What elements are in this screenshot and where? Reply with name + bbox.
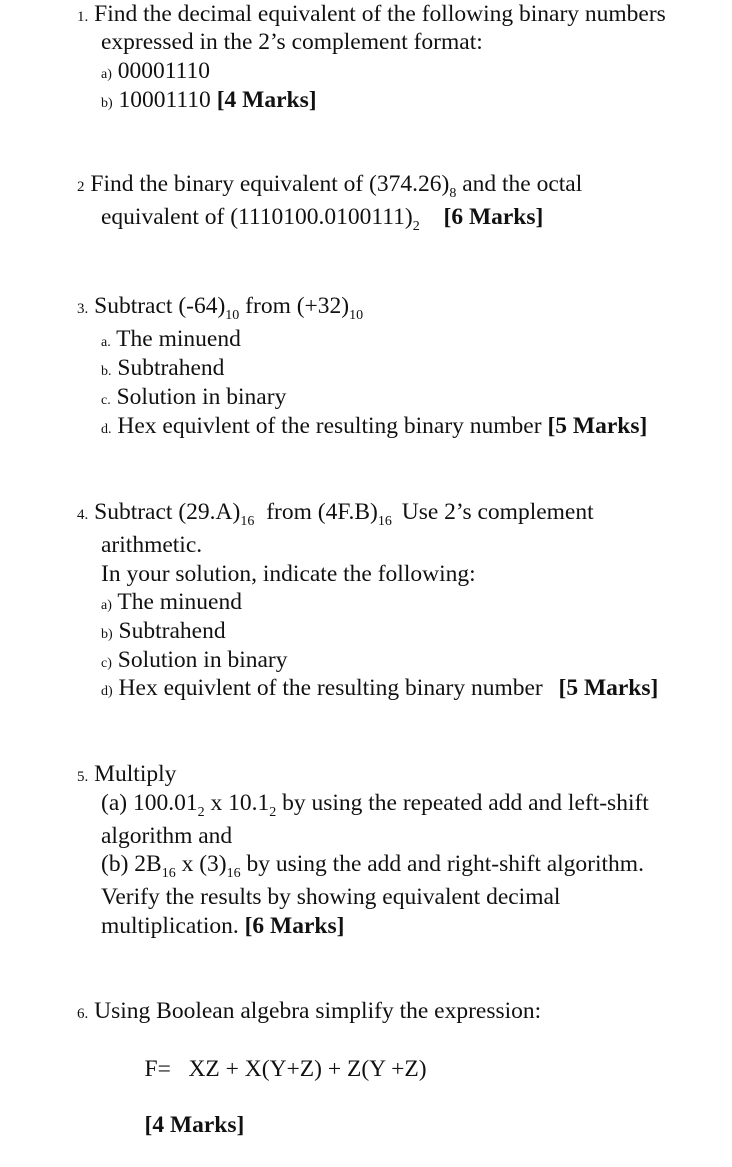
q1-item-a (101, 57, 210, 89)
q4-text-1c: Use 2’s complement (401, 499, 594, 525)
q5-subscript-2: 2 (269, 805, 277, 820)
q5-line-1 (77, 760, 176, 791)
q1-marks: [4 Marks] (216, 87, 317, 113)
q6-text-1: Using Boolean algebra simplify the expression: (94, 998, 542, 1024)
q4-line-3: In your solution, indicate the following: (101, 561, 476, 587)
q4-item-d-label: d) (101, 684, 113, 699)
q3-item-c-text: Solution in binary (116, 384, 287, 410)
q1-item-a-text: 00001110 (117, 58, 211, 84)
q4-line-1 (77, 498, 594, 530)
q4-line-2: arithmetic. (101, 532, 203, 558)
q4-subscript-1: 16 (240, 514, 255, 529)
q3-item-c-label: c. (101, 393, 111, 408)
q2-line-1 (77, 170, 582, 202)
q5-line-5: Verify the results by showing equivalent decimal (101, 884, 561, 910)
q4-item-d (101, 674, 658, 706)
q5-number: 5. (77, 769, 89, 785)
q5-line-6 (101, 912, 344, 940)
q5-text-4c: by using the add and right-shift algorithm. (240, 851, 644, 877)
q3-item-d-text: Hex equivlent of the resulting binary number (117, 413, 542, 439)
q6-marks: [4 Marks] (144, 1112, 245, 1138)
q4-item-b (101, 617, 226, 649)
q6-line-1 (77, 997, 541, 1028)
q5-subscript-4: 16 (226, 866, 241, 881)
q2-text-1b: and the octal (456, 171, 583, 197)
q3-item-a-label: a. (101, 335, 111, 350)
q2-text-1: Find the binary equivalent of (374.26) (90, 171, 450, 197)
q6-line-2 (121, 1027, 427, 1167)
q3-item-a-text: The minuend (116, 326, 241, 352)
q1-item-b (101, 86, 317, 118)
q2-number: 2 (77, 179, 85, 195)
q3-text-1b: from (+32) (239, 293, 350, 319)
q5-text-1: Multiply (94, 761, 177, 787)
q3-item-d-label: d. (101, 422, 112, 437)
q5-text-6: multiplication. (101, 913, 239, 939)
q1-line-1 (77, 0, 666, 31)
q4-item-c-text: Solution in binary (117, 647, 288, 673)
q3-item-b-text: Subtrahend (117, 355, 225, 381)
q1-number: 1. (77, 9, 89, 25)
q5-text-4b: x (3) (175, 851, 227, 877)
q3-subscript-2: 10 (349, 308, 364, 323)
q4-item-a (101, 588, 242, 620)
q3-item-b (101, 354, 224, 386)
q6-number: 6. (77, 1006, 89, 1022)
q4-text-1a: Subtract (29.A) (94, 499, 241, 525)
q1-text-1: Find the decimal equivalent of the following binary numbers (94, 1, 666, 27)
q4-number: 4. (77, 507, 89, 523)
q2-subscript-1: 8 (449, 186, 457, 201)
q5-text-2b: x 10.1 (204, 790, 270, 816)
q4-item-b-label: b) (101, 627, 113, 642)
q3-text-1a: Subtract (-64) (94, 293, 226, 319)
q4-item-a-text: The minuend (117, 589, 242, 615)
q2-line-2 (101, 203, 543, 235)
q4-item-b-text: Subtrahend (118, 618, 226, 644)
q5-marks: [6 Marks] (244, 913, 345, 939)
q3-item-d (101, 412, 647, 444)
q1-line-2: expressed in the 2’s complement format: (101, 29, 483, 55)
q2-marks: [6 Marks] (443, 204, 544, 230)
q5-line-4 (101, 850, 644, 882)
q2-text-2: equivalent of (1110100.0100111) (101, 204, 413, 230)
q3-subscript-1: 10 (225, 308, 240, 323)
q3-marks: [5 Marks] (547, 413, 648, 439)
q4-item-c-label: c) (101, 656, 112, 671)
q4-text-1b: from (4F.B) (266, 499, 378, 525)
q1-item-a-label: a) (101, 67, 112, 82)
q5-subscript-3: 16 (161, 866, 176, 881)
q4-item-a-label: a) (101, 598, 112, 613)
q1-item-b-label: b) (101, 96, 113, 111)
q5-line-2 (101, 789, 649, 821)
q4-marks: [5 Marks] (558, 675, 659, 701)
q5-line-3: algorithm and (101, 823, 233, 849)
q5-subscript-1: 2 (197, 805, 205, 820)
q5-text-2c: by using the repeated add and left-shift (276, 790, 649, 816)
q4-subscript-2: 16 (377, 514, 392, 529)
q1-item-b-text: 10001110 (118, 87, 211, 113)
q5-text-4a: (b) 2B (101, 851, 162, 877)
q2-subscript-2: 2 (412, 219, 420, 234)
q3-number: 3. (77, 301, 89, 317)
q3-item-b-label: b. (101, 364, 112, 379)
q3-item-a (101, 325, 241, 357)
q4-item-d-text: Hex equivlent of the resulting binary number (118, 675, 543, 701)
q3-item-c (101, 383, 286, 415)
q6-expression: F= XZ + X(Y+Z) + Z(Y +Z) (144, 1056, 427, 1082)
q5-text-2a: (a) 100.01 (101, 790, 198, 816)
q3-line-1 (77, 292, 363, 324)
